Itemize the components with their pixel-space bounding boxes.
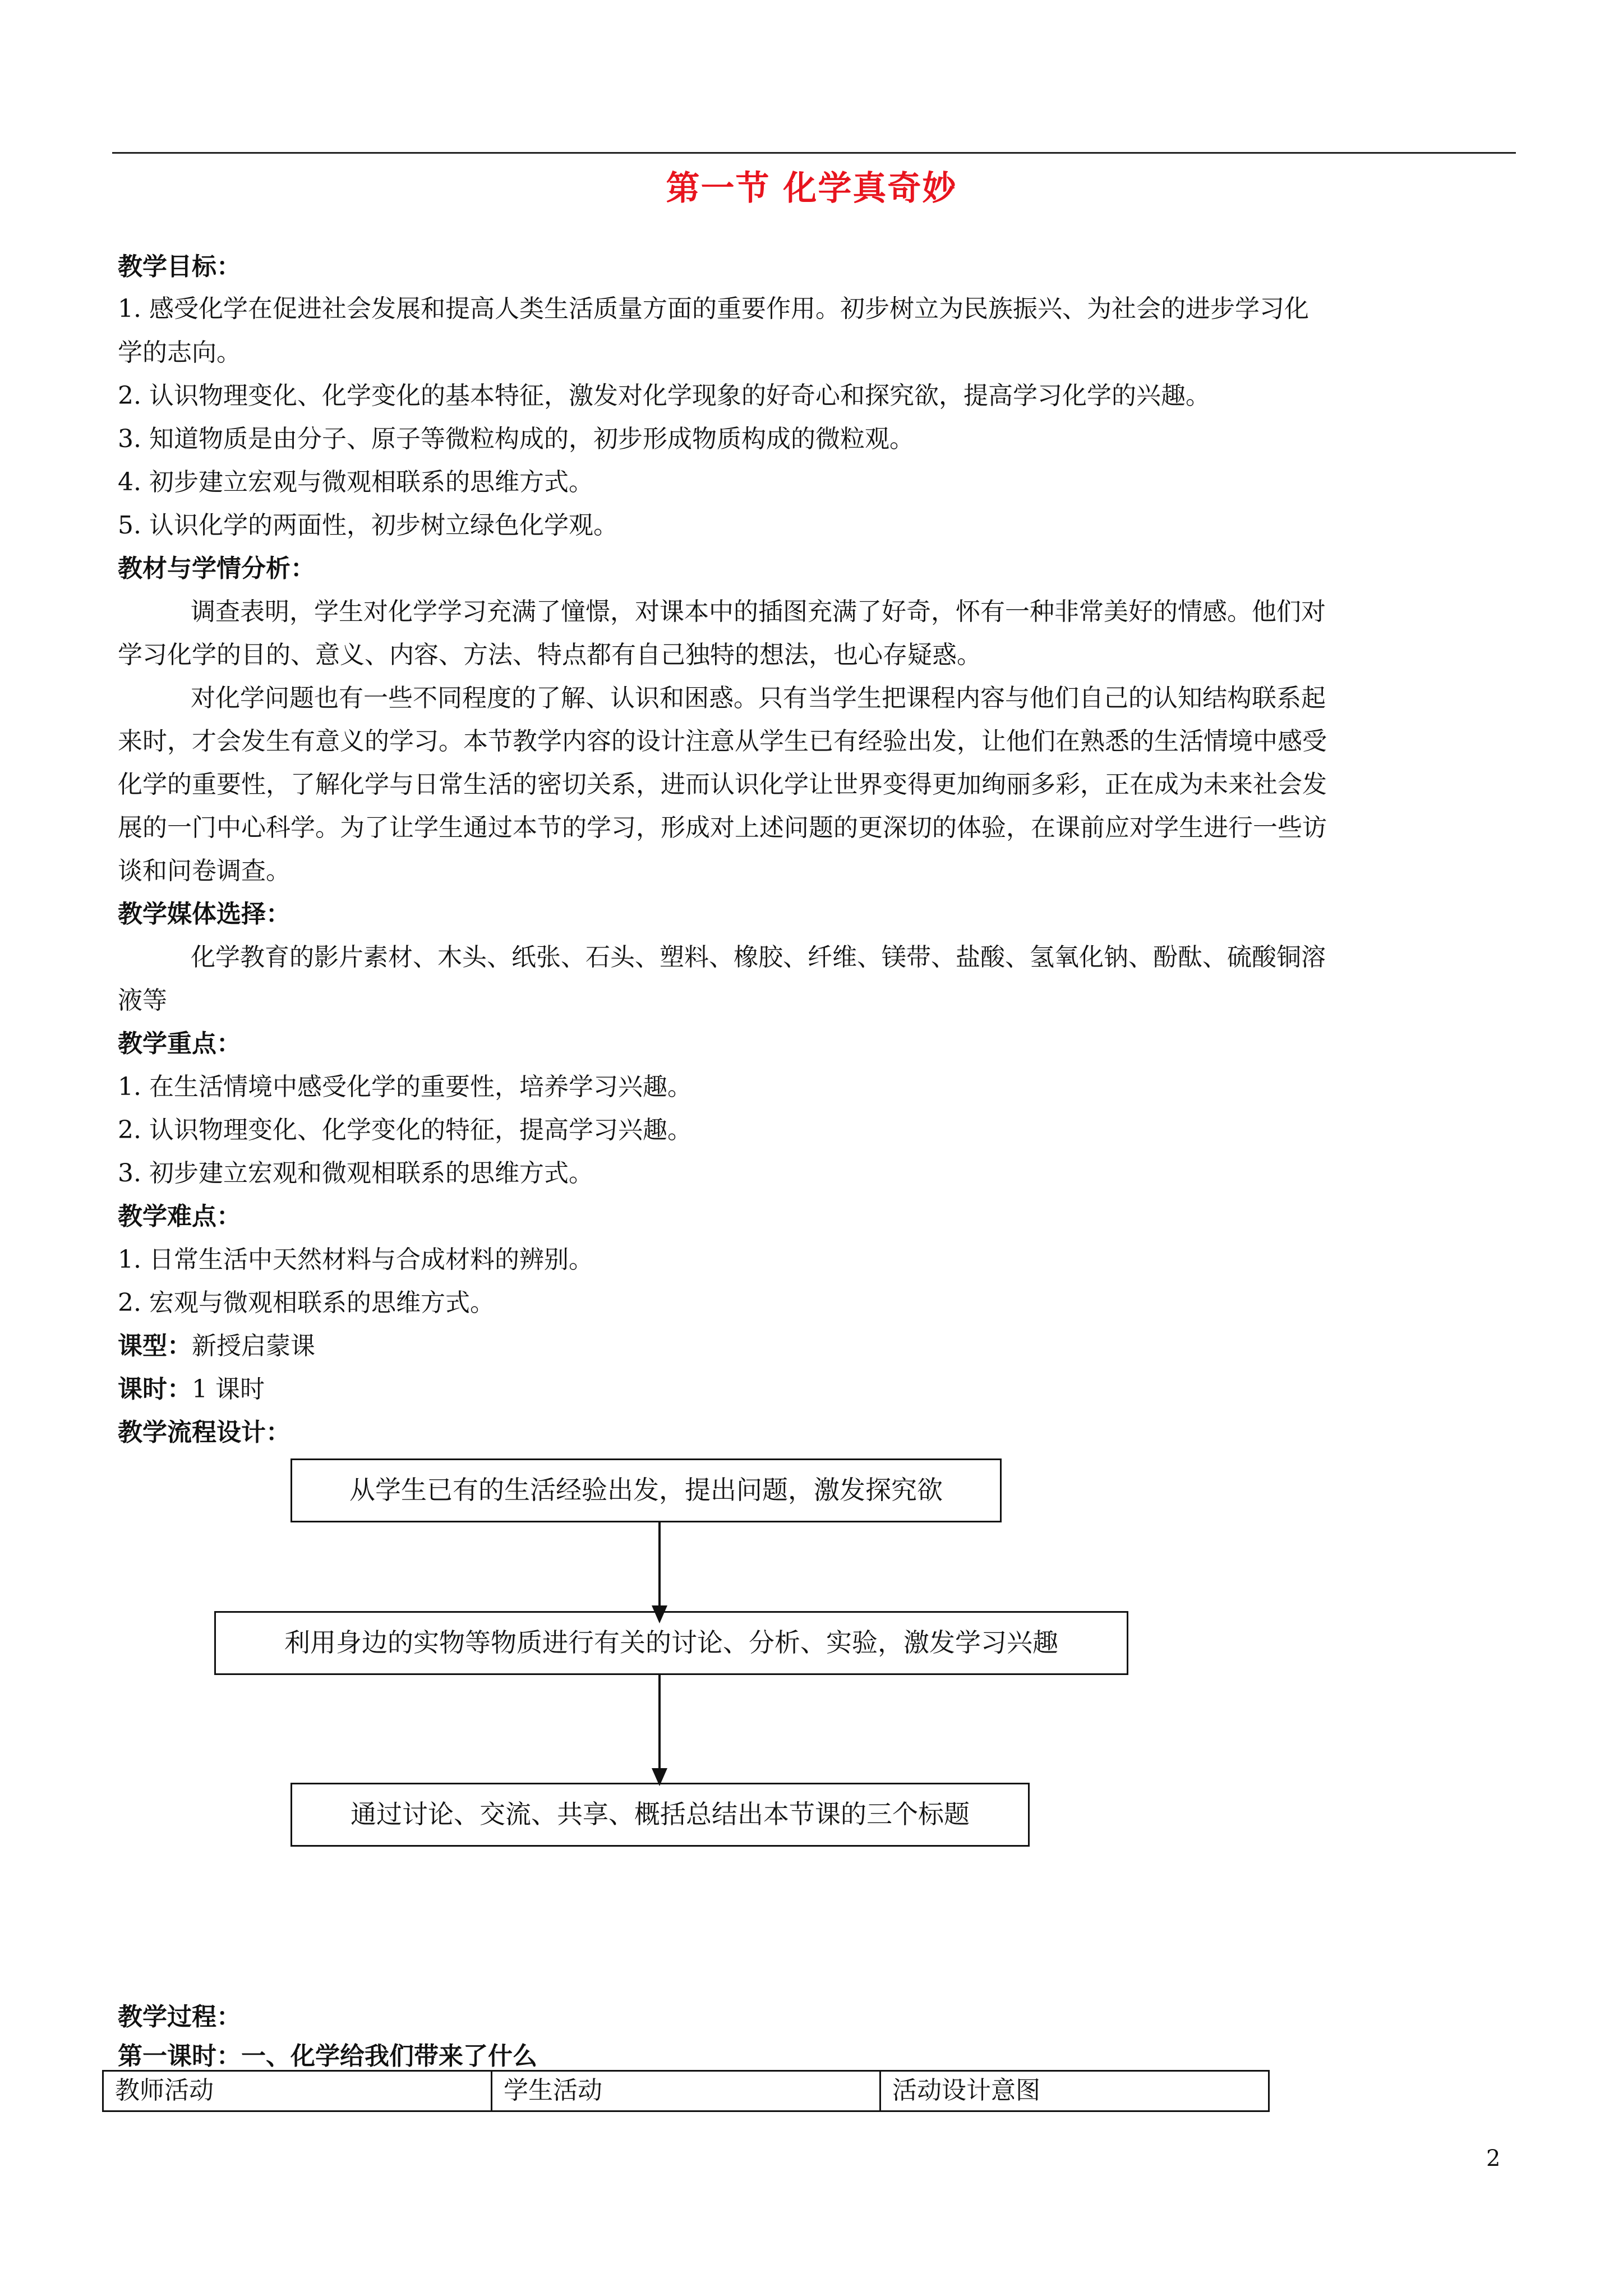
analysis-paragraph-line: 谈和问卷调查。 <box>118 857 291 885</box>
flow-heading: 教学流程设计： <box>118 1418 291 1447</box>
objective-line: 3. 知道物质是由分子、原子等微粒构成的，初步形成物质构成的微粒观。 <box>118 425 914 453</box>
key-points-heading: 教学重点： <box>118 1029 241 1058</box>
lesson-hours <box>118 1375 265 1405</box>
objectives-heading: 教学目标： <box>118 252 241 281</box>
difficulty-item: 1. 日常生活中天然材料与合成材料的辨别。 <box>118 1245 593 1274</box>
difficulties-heading: 教学难点： <box>118 1202 241 1231</box>
header-rule <box>112 152 1516 154</box>
flow-step-text: 通过讨论、交流、共享、概括总结出本节课的三个标题 <box>351 1799 970 1830</box>
flow-step-box <box>291 1458 1002 1522</box>
analysis-paragraph-line: 对化学问题也有一些不同程度的了解、认识和困惑。只有当学生把课程内容与他们自己的认知结构联系起 <box>191 684 1326 712</box>
objective-line: 1. 感受化学在促进社会发展和提高人类生活质量方面的重要作用。初步树立为民族振兴、为社会的进步学习化 <box>118 295 1309 323</box>
flow-step-box <box>291 1783 1030 1847</box>
process-heading: 教学过程： <box>118 2003 241 2031</box>
analysis-paragraph-line: 调查表明，学生对化学学习充满了憧憬，对课本中的插图充满了好奇，怀有一种非常美好的情感。他们对 <box>191 597 1326 626</box>
analysis-paragraph-line: 来时，才会发生有意义的学习。本节教学内容的设计注意从学生已有经验出发，让他们在熟悉的生活情境中感受 <box>118 727 1327 756</box>
process-subheading: 第一课时：一、化学给我们带来了什么 <box>118 2042 537 2070</box>
flow-step-text: 利用身边的实物等物质进行有关的讨论、分析、实验，激发学习兴趣 <box>284 1627 1058 1658</box>
key-point-item: 3. 初步建立宏观和微观相联系的思维方式。 <box>118 1159 593 1188</box>
objective-line: 2. 认识物理变化、化学变化的基本特征，激发对化学现象的好奇心和探究欲，提高学习化学的兴趣。 <box>118 381 1210 410</box>
media-line: 液等 <box>118 986 167 1015</box>
media-heading: 教学媒体选择： <box>118 900 291 928</box>
flow-arrow-line <box>658 1675 661 1769</box>
objective-line: 5. 认识化学的两面性，初步树立绿色化学观。 <box>118 511 618 540</box>
page-number: 2 <box>1486 2146 1501 2171</box>
lesson-hours-value: 1 课时 <box>192 1375 265 1404</box>
objective-line: 学的志向。 <box>118 338 241 367</box>
flow-arrow-line <box>658 1522 661 1607</box>
difficulty-item: 2. 宏观与微观相联系的思维方式。 <box>118 1289 495 1317</box>
analysis-paragraph-line: 展的一门中心科学。为了让学生通过本节的学习，形成对上述问题的更深切的体验，在课前应对学生进行一些访 <box>118 813 1327 842</box>
lesson-hours-label: 课时： <box>118 1375 192 1404</box>
activity-table <box>102 2070 1270 2112</box>
key-point-item: 2. 认识物理变化、化学变化的特征，提高学习兴趣。 <box>118 1116 692 1144</box>
lesson-type <box>118 1332 315 1361</box>
lesson-type-label: 课型： <box>118 1332 192 1360</box>
analysis-heading: 教材与学情分析： <box>118 554 315 583</box>
table-header-cell: 活动设计意图 <box>880 2071 1269 2111</box>
objective-line: 4. 初步建立宏观与微观相联系的思维方式。 <box>118 468 593 496</box>
table-header-cell: 学生活动 <box>492 2071 880 2111</box>
analysis-paragraph-line: 化学的重要性，了解化学与日常生活的密切关系，进而认识化学让世界变得更加绚丽多彩，正在成为未来社会发 <box>118 770 1327 799</box>
key-point-item: 1. 在生活情境中感受化学的重要性，培养学习兴趣。 <box>118 1073 692 1101</box>
table-header-cell: 教师活动 <box>103 2071 492 2111</box>
flow-step-box <box>214 1611 1128 1675</box>
media-line: 化学教育的影片素材、木头、纸张、石头、塑料、橡胶、纤维、镁带、盐酸、氢氧化钠、酚酞、硫酸铜溶 <box>191 943 1326 972</box>
page-title: 第一节 化学真奇妙 <box>666 169 957 208</box>
lesson-type-value: 新授启蒙课 <box>192 1332 315 1360</box>
analysis-paragraph-line: 学习化学的目的、意义、内容、方法、特点都有自己独特的想法，也心存疑惑。 <box>118 641 981 669</box>
flow-step-text: 从学生已有的生活经验出发，提出问题，激发探究欲 <box>349 1475 943 1506</box>
table-header-row <box>103 2071 1269 2111</box>
